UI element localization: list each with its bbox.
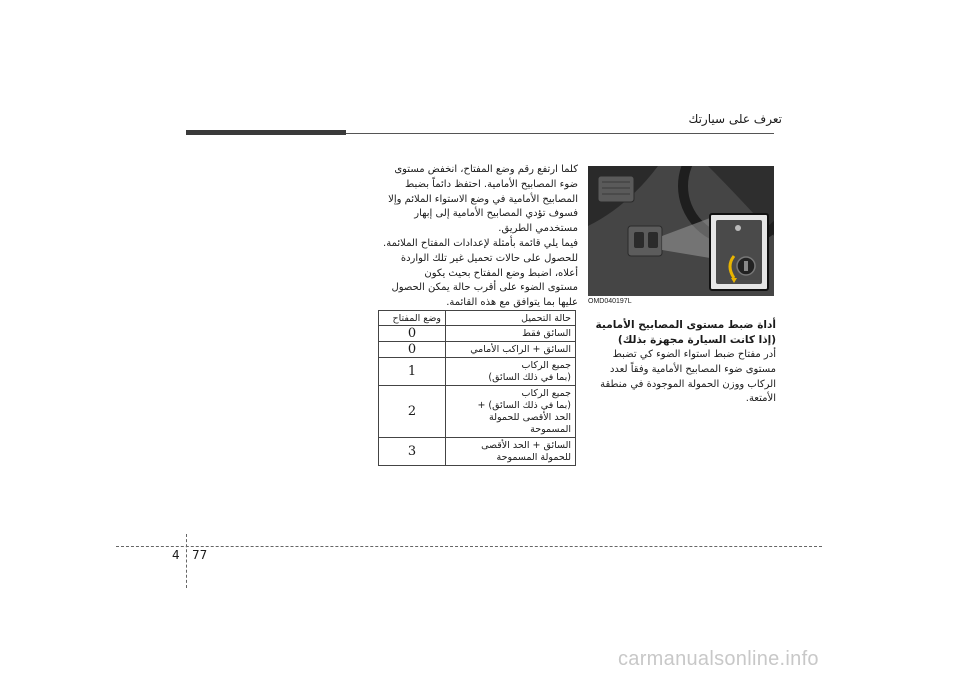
chapter-number: 4 [172, 548, 180, 562]
headlight-icon [735, 225, 741, 231]
cell-condition: السائق فقط [446, 326, 576, 342]
cell-position: 3 [379, 438, 446, 466]
cell-condition: جميع الركاب (بما في ذلك السائق) + الحد الأقصى للحمولة المسموحة [446, 386, 576, 438]
intro-line: كلما ارتفع رقم وضع المفتاح، انخفض مستوى [394, 164, 578, 175]
table-header-row [379, 311, 576, 326]
watermark: carmanualsonline.info [618, 648, 819, 670]
section-body-line: مستوى ضوء المصابيح الأمامية وفقاً لعدد [609, 363, 776, 375]
section-body [588, 348, 776, 407]
page-number: 77 [192, 548, 208, 562]
footer-divider [116, 546, 822, 547]
intro-line: ضوء المصابيح الأمامية. احتفظ دائماً بضبط [405, 178, 578, 190]
page-header-title: تعرف على سيارتك [688, 112, 782, 126]
intro-line: فسوف تؤدي المصابيح الأمامية إلى إبهار [414, 208, 578, 220]
table-row [379, 386, 576, 438]
col-header-condition: حالة التحميل [446, 311, 576, 326]
cell-position: 0 [379, 342, 446, 358]
footer-vertical-divider [186, 534, 187, 588]
cell-position: 2 [379, 386, 446, 438]
table-row [379, 358, 576, 386]
section-body-line: الركاب ووزن الحمولة الموجودة في منطقة [600, 378, 776, 390]
section-body-line: أدر مفتاح ضبط استواء الضوء كي تضبط [612, 349, 776, 360]
section-body-line: الأمتعة. [745, 393, 776, 405]
section-heading-line: أداة ضبط مستوى المصابيح الأمامية [595, 319, 776, 331]
intro-line: المصابيح الأمامية في وضع الاستواء الملائم وإلا [388, 193, 578, 205]
table-row [379, 438, 576, 466]
section-heading-line: (إذا كانت السيارة مجهزة بذلك) [617, 334, 776, 346]
intro-line: أعلاه، اضبط وضع المفتاح بحيث يكون [424, 267, 578, 279]
intro-line: فيما يلي قائمة بأمثلة لإعدادات المفتاح الملائمة. [383, 237, 578, 249]
intro-line: للحصول على حالات تحميل غير تلك الواردة [400, 252, 578, 264]
intro-line: مستخدمي الطريق. [498, 223, 578, 235]
cell-condition: السائق + الراكب الأمامي [446, 342, 576, 358]
intro-line: مستوى الضوء على أقرب حالة يمكن الحصول [391, 282, 578, 294]
header-bar [186, 130, 346, 135]
table-row [379, 342, 576, 358]
cell-position: 1 [379, 358, 446, 386]
figure-caption: OMD040197L [588, 298, 632, 305]
section-heading [588, 318, 776, 348]
dashboard-illustration [588, 166, 774, 296]
cell-position: 0 [379, 326, 446, 342]
table-row [379, 326, 576, 342]
leveling-switch-photo [588, 166, 774, 296]
intro-text [380, 163, 578, 311]
intro-line: عليها بما يتوافق مع هذه القائمة. [446, 297, 578, 309]
cell-condition: السائق + الحد الأقصى للحمولة المسموحة [446, 438, 576, 466]
header-rule [346, 133, 774, 134]
col-header-position: وضع المفتاح [379, 311, 446, 326]
cell-condition: جميع الركاب (بما في ذلك السائق) [446, 358, 576, 386]
loading-table [378, 310, 576, 466]
